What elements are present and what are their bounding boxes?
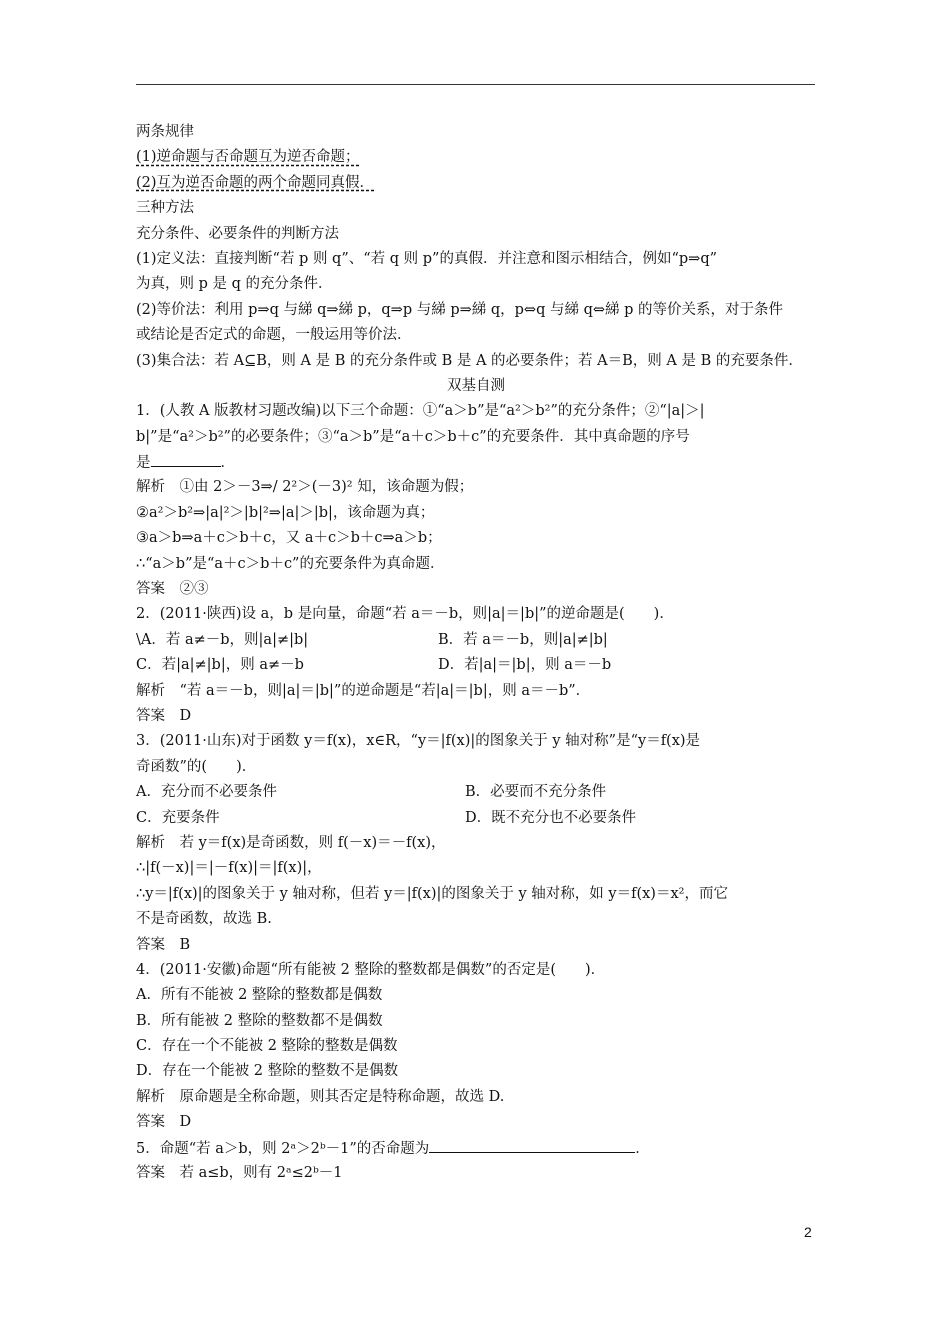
self-test-title: 双基自测 bbox=[447, 377, 505, 394]
q4-answer: 答案 D bbox=[136, 1114, 192, 1131]
q4-solution: 解析 原命题是全称命题，则其否定是特称命题，故选 D. bbox=[136, 1088, 505, 1105]
method-1-line-1: (1)定义法：直接判断“若 p 则 q”、“若 q 则 p”的真假．并注意和图示相结合，例如“p⇒q” bbox=[136, 250, 718, 267]
q2-stem: 2．(2011·陕西)设 a，b 是向量，命题“若 a＝－b，则|a|＝|b|”的逆命题是( )． bbox=[136, 606, 674, 623]
method-2-line-1: (2)等价法：利用 p⇒q 与綈 q⇒綈 p，q⇒p 与綈 p⇒綈 q，p⇔q 与綈 q⇔綈 p 的等价关系，对于条件 bbox=[136, 301, 784, 318]
q2-options-ab bbox=[136, 628, 816, 653]
rule-item-1: (1)逆命题与否命题互为逆否命题； bbox=[136, 149, 360, 166]
document-body bbox=[136, 120, 816, 1186]
q3-option-a: A．充分而不必要条件 bbox=[136, 784, 277, 801]
q2-options-cd bbox=[136, 653, 816, 678]
q3-option-b: B．必要而不充分条件 bbox=[465, 784, 607, 801]
header-rule bbox=[136, 84, 815, 85]
q4-option-a: A．所有不能被 2 整除的整数都是偶数 bbox=[136, 987, 383, 1004]
q2-answer: 答案 D bbox=[136, 707, 192, 724]
q3-option-d: D．既不充分也不必要条件 bbox=[465, 809, 637, 826]
answer-blank bbox=[151, 450, 221, 467]
q2-option-d: D．若|a|＝|b|，则 a＝－b bbox=[438, 657, 612, 674]
q4-option-c: C．存在一个不能被 2 整除的整数是偶数 bbox=[136, 1038, 398, 1055]
q4-option-d: D．存在一个能被 2 整除的整数不是偶数 bbox=[136, 1063, 399, 1080]
q4-option-b: B．所有能被 2 整除的整数都不是偶数 bbox=[136, 1012, 383, 1029]
q2-option-a: \A．若 a≠－b，则|a|≠|b| bbox=[136, 631, 309, 648]
q3-answer: 答案 B bbox=[136, 936, 191, 953]
methods-heading: 三种方法 bbox=[136, 200, 194, 217]
q1-solution-1: 解析 ①由 2＞－3⇒/ 2²＞(－3)² 知，该命题为假； bbox=[136, 479, 474, 496]
answer-blank bbox=[429, 1136, 635, 1153]
q1-solution-3: ③a＞b⇒a＋c＞b＋c，又 a＋c＞b＋c⇒a＞b； bbox=[136, 530, 442, 547]
q1-solution-4: ∴“a＞b”是“a＋c＞b＋c”的充要条件为真命题． bbox=[136, 555, 445, 572]
q3-solution-3: ∴y＝|f(x)|的图象关于 y 轴对称，但若 y＝|f(x)|的图象关于 y 轴对称，如 y＝f(x)＝x²，而它 bbox=[136, 885, 728, 902]
q2-option-c: C．若|a|≠|b|，则 a≠－b bbox=[136, 657, 304, 674]
q5-answer: 答案 若 a≤b，则有 2ᵃ≤2ᵇ－1 bbox=[136, 1165, 343, 1182]
q1-line-3: 是 ． bbox=[136, 450, 816, 475]
q1-line-1: 1．(人教 A 版教材习题改编)以下三个命题：①“a＞b”是“a²＞b²”的充分条件；②“|a|＞| bbox=[136, 403, 705, 420]
q3-options-cd bbox=[136, 806, 816, 831]
q2-option-b: B．若 a＝－b，则|a|≠|b| bbox=[438, 631, 608, 648]
q1-solution-2: ②a²＞b²⇒|a|²＞|b|²⇒|a|＞|b|，该命题为真； bbox=[136, 504, 435, 521]
rules-heading: 两条规律 bbox=[136, 124, 194, 140]
q3-solution-1: 解析 若 y＝f(x)是奇函数，则 f(－x)＝－f(x)， bbox=[136, 834, 446, 851]
method-3-line-1: (3)集合法：若 A⊆B，则 A 是 B 的充分条件或 B 是 A 的必要条件；若 A＝B，则 A 是 B 的充要条件． bbox=[136, 352, 803, 369]
q3-solution-2: ∴|f(－x)|＝|－f(x)|＝|f(x)|， bbox=[136, 860, 322, 877]
q1-line-2: b|”是“a²＞b²”的必要条件；③“a＞b”是“a＋c＞b＋c”的充要条件．其中真命题的序号 bbox=[136, 428, 690, 445]
q1-answer: 答案 ②③ bbox=[136, 581, 209, 598]
q3-line-1: 3．(2011·山东)对于函数 y＝f(x)，x∈R，“y＝|f(x)|的图象关于 y 轴对称”是“y＝f(x)是 bbox=[136, 733, 701, 750]
rule-item-2: (2)互为逆否命题的两个命题同真假． bbox=[136, 174, 375, 191]
page-number: 2 bbox=[804, 1224, 812, 1240]
q3-solution-4: 不是奇函数，故选 B. bbox=[136, 911, 272, 928]
q3-options-ab bbox=[136, 780, 816, 805]
q5-stem: 5．命题“若 a＞b，则 2ᵃ＞2ᵇ－1”的否命题为 ． bbox=[136, 1136, 816, 1161]
q2-solution: 解析 “若 a＝－b，则|a|＝|b|”的逆命题是“若|a|＝|b|，则 a＝－b”． bbox=[136, 682, 591, 699]
q3-option-c: C．充要条件 bbox=[136, 809, 220, 826]
q4-stem: 4．(2011·安徽)命题“所有能被 2 整除的整数都是偶数”的否定是( )． bbox=[136, 961, 606, 978]
method-2-line-2: 或结论是否定式的命题，一般运用等价法． bbox=[136, 327, 412, 344]
q3-line-2: 奇函数”的( )． bbox=[136, 758, 257, 775]
method-1-line-2: 为真，则 p 是 q 的充分条件． bbox=[136, 276, 333, 293]
methods-subheading: 充分条件、必要条件的判断方法 bbox=[136, 225, 339, 242]
